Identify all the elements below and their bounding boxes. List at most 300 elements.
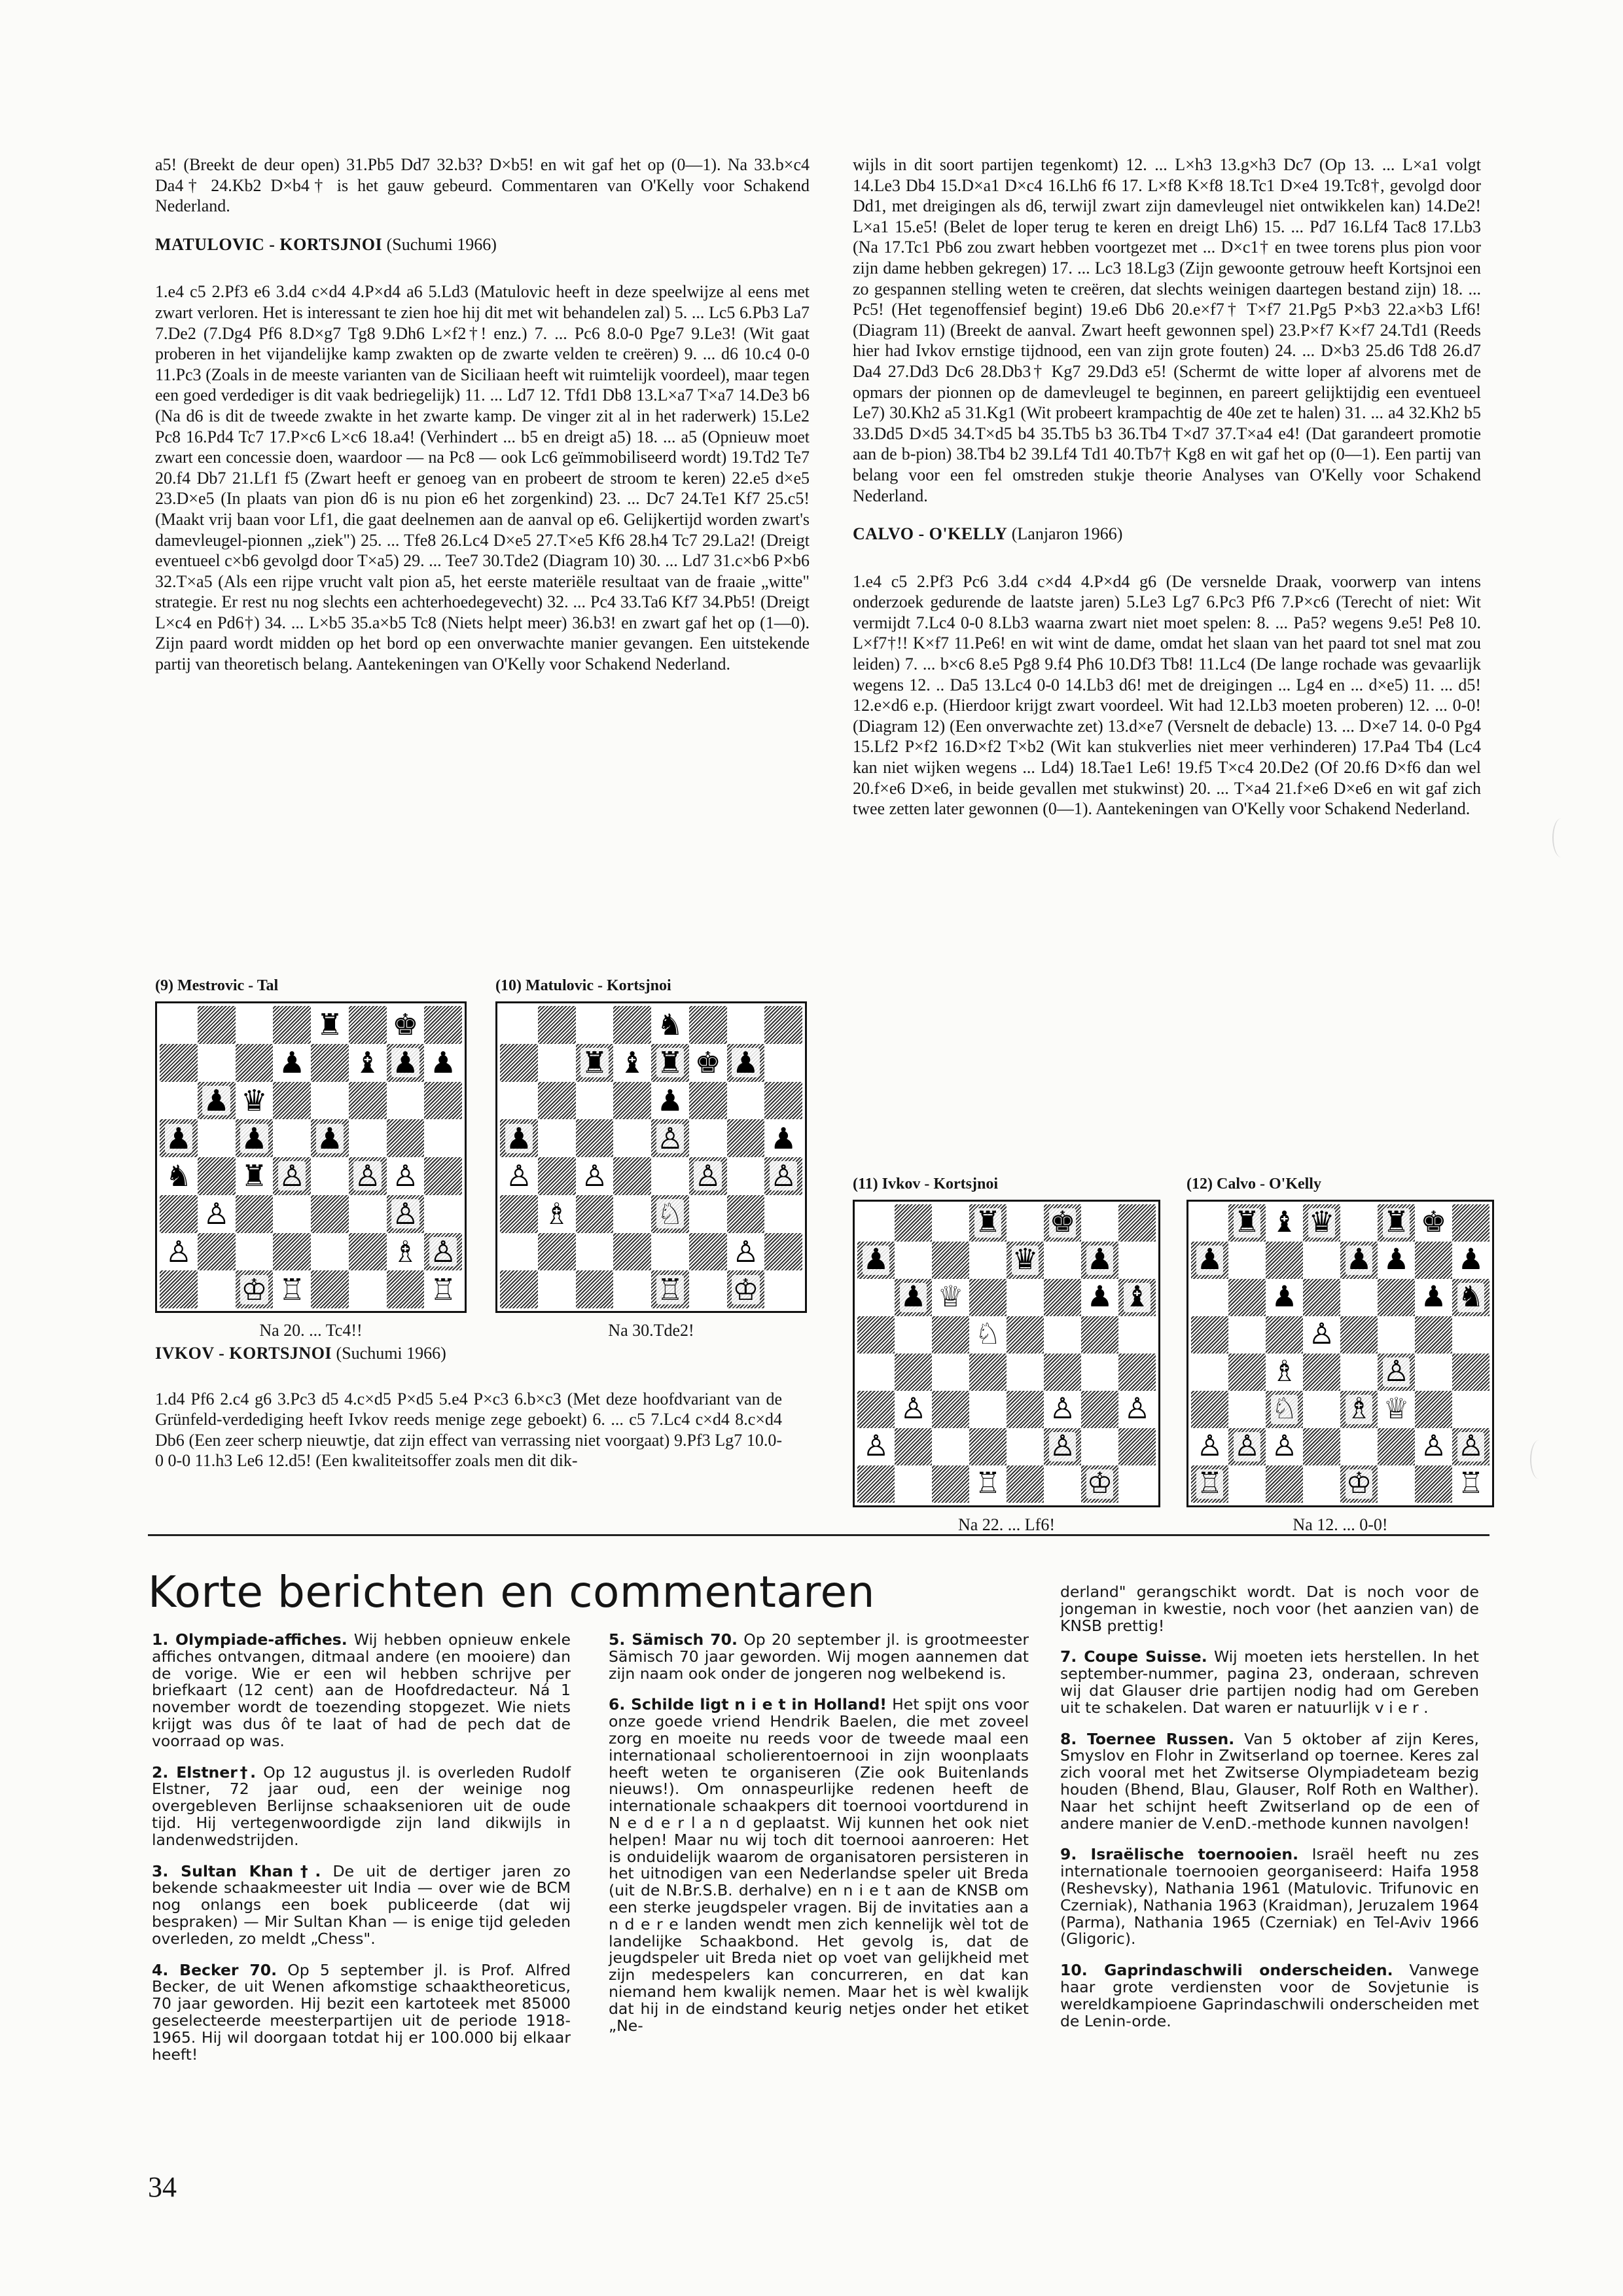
scan-artifact <box>1530 1440 1548 1479</box>
board-square <box>1303 1391 1340 1428</box>
board-square <box>1340 1242 1378 1279</box>
board-square <box>1191 1279 1228 1316</box>
board-square <box>1191 1316 1228 1354</box>
board-square <box>857 1204 895 1242</box>
white-queen-icon: ♕ <box>1383 1392 1410 1426</box>
diagram-title: (12) Calvo - O'Kelly <box>1186 1175 1321 1193</box>
board-square <box>727 1119 765 1157</box>
board-square <box>1118 1316 1156 1354</box>
board-square <box>160 1157 198 1195</box>
black-king-icon: ♚ <box>392 1007 419 1043</box>
board-square <box>1228 1428 1266 1465</box>
page-number: 34 <box>148 2171 177 2203</box>
news-item <box>1060 1731 1479 1833</box>
board-square <box>236 1233 274 1271</box>
board-square <box>969 1428 1007 1465</box>
board-square <box>1191 1354 1228 1391</box>
board-square <box>1378 1465 1415 1503</box>
board-square <box>1228 1391 1266 1428</box>
board-square <box>160 1082 198 1120</box>
board-square <box>1303 1465 1340 1503</box>
news-item-text: Van 5 oktober af zijn Keres, Smyslov en Flohr in Zwitserland op toernee. Keres zal zich vooral met het Zwitserse Olympiadeteam bezig houden (Bhend, Blau, Glauser, Rolf Roth en Walther). Naar het schijnt heeft Zwitserland op de een of andere manier de V.enD.-methode kunnen navolgen! <box>1060 1729 1479 1833</box>
news-item-text: Wij moeten iets herstellen. In het september-nummer, pagina 23, onderaan, schreven wij dat Glauser drie partijen nodig had om Gereben uit te schakelen. Dat waren er natuurlijk v i e r . <box>1060 1647 1479 1717</box>
black-queen-icon: ♛ <box>1012 1243 1039 1277</box>
board-square <box>160 1195 198 1233</box>
white-rook-icon: ♖ <box>656 1272 684 1307</box>
left-column <box>155 154 810 692</box>
game-heading-ivkov-kortsjnoi <box>155 1343 782 1364</box>
white-pawn-icon: ♙ <box>392 1196 419 1232</box>
board-square <box>538 1157 576 1195</box>
game-text-ivkov-kortsjnoi-continued: wijls in dit soort partijen tegenkomt) 12. ... L×h3 13.g×h3 Dc7 (Op 13. ... L×a1 volgt 14.Le3 Db4 15.D×a1 D×c4 16.Lh6 f6 17. L×f8 K×f8 18.Tc1 D×e4 19.Tc8†, gevolgd door Dd1, met dreigingen als d6, terwijl zwart zijn damevleugel niet ontwikkelen kan) 14.De2! L×a1 15.e5! (Belet de loper terug te keren en dreigt Lh6) 15. ... Pd7 16.Lf4 Tac8 17.Lb3 (Na 17.Tc1 Pb6 zou zwart hebben voortgezet met ... D×c1† en twee torens plus pion voor zijn dame hebben gekregen) 17. ... Lc3 18.Lg3 (Zijn gewoonte getrouw heeft Kortsjnoi een zo gespannen stelling weten te creëren, dat slechts weinigen daartegen bestand zijn) 18. ... Pc5! (Het tegenoffensief begint) 19.e6 Db6 20.e×f7† T×f7 21.Pg5 P×b3 22.a×b3 Lf6! (Diagram 11) (Breekt de aanval. Zwart heeft gewonnen spel) 23.P×f7 K×f7 24.Td1 (Reeds hier had Ivkov ernstige tijdnood, een van zijn grote fouten) 24. ... D×b3 25.d6 Td8 26.d7 Da4 27.Dd3 Dc6 28.Db3† Kg7 29.Dd3 e5! (Schermt de witte loper af alvorens met de opmars der pionnen op de damevleugel te beginnen, en pareert gelijktijdig een eventueel Le7) 30.Kh2 a5 31.Kg1 (Wit probeert krampachtig de 40e zet te halen) 31. ... a4 32.Kh2 b5 33.Dd5 D×d5 34.T×d5 b4 35.Tb5 b3 36.Tb4 T×d7 37.T×a4 e4! (Dat garandeert promotie aan de b-pion) 38.Tb4 b2 39.Lf4 Td1 40.Tb7† Kg8 en wit gaf het op (0—1). Een partij van belang voor een fel omstreden stukje theorie Analyses van O'Kelly voor Schakend Nederland. <box>853 155 1481 505</box>
news-item-heading: 2. Elstner†. <box>152 1763 257 1782</box>
board-square <box>969 1316 1007 1354</box>
black-knight-icon: ♞ <box>656 1007 684 1043</box>
board-square <box>387 1233 425 1271</box>
board-square <box>1378 1204 1415 1242</box>
board-square <box>764 1044 802 1082</box>
board-square <box>1266 1279 1303 1316</box>
board-square <box>1118 1465 1156 1503</box>
board-square <box>311 1044 349 1082</box>
news-item <box>152 1765 571 1849</box>
black-pawn-icon: ♟ <box>1346 1243 1372 1277</box>
chess-board <box>1191 1204 1489 1503</box>
board-square <box>538 1006 576 1044</box>
board-square <box>198 1195 236 1233</box>
board-square <box>651 1006 689 1044</box>
board-square <box>857 1465 895 1503</box>
white-pawn-icon: ♙ <box>505 1158 533 1194</box>
news-item <box>1060 1649 1479 1716</box>
white-rook-icon: ♖ <box>974 1467 1001 1501</box>
board-square <box>1191 1428 1228 1465</box>
white-rook-icon: ♖ <box>429 1272 457 1307</box>
board-square <box>500 1157 538 1195</box>
board-square <box>1081 1242 1118 1279</box>
white-pawn-icon: ♙ <box>1049 1429 1076 1463</box>
board-square <box>689 1044 727 1082</box>
board-square <box>349 1195 387 1233</box>
news-item-text: De uit de dertiger jaren zo bekende schaakmeester uit India — over wie de BCM nog onlangs een boek publiceerde (dat wij bespraken) — Mir Sultan Khan — is enige tijd geleden overleden, zo meldt „Chess". <box>152 1861 571 1948</box>
white-bishop-icon: ♗ <box>1346 1392 1372 1426</box>
white-pawn-icon: ♙ <box>1124 1392 1150 1426</box>
board-square <box>1118 1354 1156 1391</box>
board-square <box>857 1316 895 1354</box>
white-pawn-icon: ♙ <box>863 1429 889 1463</box>
black-pawn-icon: ♟ <box>278 1045 306 1081</box>
board-square <box>895 1354 932 1391</box>
board-square <box>273 1044 311 1082</box>
white-rook-icon: ♖ <box>1457 1467 1484 1501</box>
board-square <box>1007 1354 1044 1391</box>
board-square <box>273 1233 311 1271</box>
board-square <box>1340 1354 1378 1391</box>
board-square <box>1452 1279 1489 1316</box>
news-item <box>1060 1846 1479 1948</box>
board-square <box>857 1242 895 1279</box>
board-square <box>1452 1242 1489 1279</box>
board-square <box>273 1270 311 1308</box>
white-pawn-icon: ♙ <box>1308 1318 1335 1352</box>
black-pawn-icon: ♟ <box>316 1121 344 1156</box>
board-square <box>895 1204 932 1242</box>
chess-board <box>500 1006 802 1308</box>
news-item-heading: 9. Israëlische toernooien. <box>1060 1845 1299 1864</box>
white-queen-icon: ♕ <box>937 1280 964 1314</box>
white-pawn-icon: ♙ <box>1420 1429 1447 1463</box>
board-square <box>198 1270 236 1308</box>
board-square <box>727 1082 765 1120</box>
board-square <box>895 1465 932 1503</box>
news-column-2 <box>609 1632 1029 2049</box>
news-item-heading: 3. Sultan Khan†. <box>152 1861 321 1880</box>
board-square <box>538 1270 576 1308</box>
board-square <box>424 1270 462 1308</box>
board-square <box>1378 1391 1415 1428</box>
white-king-icon: ♔ <box>1086 1467 1113 1501</box>
board-square <box>349 1006 387 1044</box>
diagram-caption: Na 12. ... 0-0! <box>1293 1515 1388 1534</box>
board-square <box>1266 1204 1303 1242</box>
board-square <box>1415 1204 1452 1242</box>
board-square <box>613 1082 651 1120</box>
board-square <box>651 1082 689 1120</box>
board-square <box>932 1316 969 1354</box>
board-square <box>1191 1391 1228 1428</box>
white-bishop-icon: ♗ <box>543 1196 570 1232</box>
board-square <box>1452 1428 1489 1465</box>
board-square <box>857 1391 895 1428</box>
board-square <box>764 1006 802 1044</box>
board-square <box>273 1119 311 1157</box>
board-square <box>538 1195 576 1233</box>
game-text-ivkov-kortsjnoi: 1.d4 Pf6 2.c4 g6 3.Pc3 d5 4.c×d5 P×d5 5.e4 P×c3 6.b×c3 (Met deze hoofdvariant van de Grünfeld-verdediging heeft Ivkov reeds menige zege geboekt) 6. ... c5 7.Lc4 c×d4 8.c×d4 Db6 (Een zeer scherp nieuwtje, dat zijn effect van verrassing niet voorgaat) 9.Pf3 Lg7 10.0-0 0-0 11.h3 Le6 12.d5! (Een kwaliteitsoffer zoals men dit dik- <box>155 1389 782 1471</box>
board-square <box>349 1082 387 1120</box>
board-square <box>764 1233 802 1271</box>
board-square <box>349 1119 387 1157</box>
board-square <box>236 1157 274 1195</box>
game-place: (Suchumi 1966) <box>336 1344 446 1363</box>
board-square <box>932 1465 969 1503</box>
black-pawn-icon: ♟ <box>656 1083 684 1118</box>
white-pawn-icon: ♙ <box>900 1392 927 1426</box>
board-square <box>236 1195 274 1233</box>
board-square <box>1340 1465 1378 1503</box>
board-square <box>387 1006 425 1044</box>
board-square <box>932 1204 969 1242</box>
board-square <box>857 1354 895 1391</box>
news-item-heading: 10. Gaprindaschwili onderscheiden. <box>1060 1961 1393 1980</box>
right-column <box>853 154 1481 837</box>
board-square <box>500 1233 538 1271</box>
news-item-text: Op 12 augustus jl. is overleden Rudolf Elstner, 72 jaar oud, een der weinige nog overgebleven Berlijnse schaaksenioren uit de oude tijd. Hij vertegenwoordigde zijn land dikwijls in landenwedstrijden. <box>152 1763 571 1849</box>
board-square <box>1452 1204 1489 1242</box>
board-square <box>576 1270 614 1308</box>
board-square <box>1081 1391 1118 1428</box>
board-square <box>932 1279 969 1316</box>
board-square <box>613 1044 651 1082</box>
board-square <box>387 1119 425 1157</box>
board-square <box>727 1006 765 1044</box>
board-square <box>613 1119 651 1157</box>
diagram-title: (10) Matulovic - Kortsjnoi <box>495 977 671 994</box>
board-square <box>236 1006 274 1044</box>
news-column-3 <box>1060 1584 1479 2044</box>
board-square <box>349 1233 387 1271</box>
black-knight-icon: ♞ <box>1457 1280 1484 1314</box>
black-king-icon: ♚ <box>1049 1206 1076 1240</box>
board-square <box>500 1119 538 1157</box>
board-square <box>895 1279 932 1316</box>
board-square <box>689 1270 727 1308</box>
board-square <box>538 1044 576 1082</box>
board-square <box>895 1316 932 1354</box>
white-knight-icon: ♘ <box>974 1318 1001 1352</box>
board-square <box>424 1082 462 1120</box>
board-square <box>613 1157 651 1195</box>
board-square <box>387 1044 425 1082</box>
board-square <box>1118 1428 1156 1465</box>
board-square <box>932 1354 969 1391</box>
board-square <box>160 1119 198 1157</box>
news-item-text: Op 5 september jl. is Prof. Alfred Becker, de uit Wenen afkomstige schaaktheoreticus, 70 jaar geworden. Hij bezit een kartoteek met 85000 geselecteerde meesterpartijen uit de periode 1918-1965. Hij wil doorgaan totdat hij er 100.000 bij elkaar heeft! <box>152 1960 571 2064</box>
diagram-caption: Na 20. ... Tc4!! <box>259 1321 363 1340</box>
board-square <box>1081 1465 1118 1503</box>
board-square <box>538 1082 576 1120</box>
white-pawn-icon: ♙ <box>694 1158 721 1194</box>
board-square <box>424 1157 462 1195</box>
board-square <box>1044 1242 1081 1279</box>
news-item <box>1060 1584 1479 1634</box>
board-square <box>727 1233 765 1271</box>
board-square <box>387 1195 425 1233</box>
board-square <box>1452 1465 1489 1503</box>
board-square <box>236 1270 274 1308</box>
board-square <box>1415 1316 1452 1354</box>
board-square <box>387 1270 425 1308</box>
board-square <box>349 1044 387 1082</box>
black-pawn-icon: ♟ <box>1086 1280 1113 1314</box>
board-square <box>1081 1354 1118 1391</box>
news-column-1 <box>152 1632 571 2077</box>
board-square <box>1452 1316 1489 1354</box>
board-square <box>932 1242 969 1279</box>
black-pawn-icon: ♟ <box>429 1045 457 1081</box>
news-item-heading: 8. Toernee Russen. <box>1060 1729 1235 1748</box>
board-square <box>727 1195 765 1233</box>
black-rook-icon: ♜ <box>974 1206 1001 1240</box>
board-square <box>727 1270 765 1308</box>
news-item-text: Wij hebben opnieuw enkele affiches ontvangen, ditmaal andere (en mooiere) dan de vorige. Wie er een wil hebben schrijve per briefkaart (12 cent) aan de Hoofdredacteur. Ná 1 november wordt de toezending stopgezet. Wie niets krijgt was dus ôf te laat of had de pech dat de voorraad op was. <box>152 1630 571 1750</box>
board-square <box>689 1082 727 1120</box>
board-square <box>576 1082 614 1120</box>
board-square <box>424 1233 462 1271</box>
board-square <box>198 1157 236 1195</box>
board-square <box>198 1006 236 1044</box>
board-square <box>651 1157 689 1195</box>
news-item-heading: 5. Sämisch 70. <box>609 1630 738 1649</box>
game-text-matulovic-kortsjnoi: 1.e4 c5 2.Pf3 e6 3.d4 c×d4 4.P×d4 a6 5.Ld3 (Matulovic heeft in deze speelwijze al eens met zwart verloren. Het is interessant te zien hoe hij dit met wit behandelen zal) 5. ... Lc5 6.Pb3 La7 7.De2 (7.Dg4 Pf6 8.D×g7 Tg8 9.Dh6 L×f2†! enz.) 7. ... Pc6 8.0-0 Pge7 9.Le3! (Wit gaat proberen in het vijandelijke kamp zwakten op de zwarte velden te creëren) 9. ... d6 10.c4 0-0 11.Pc3 (Zoals in de meeste varianten van de Siciliaan heeft wit ruimtelijk voordeel), maar tegen een goed verdediger is dit vaak bedriegelijk) 11. ... Ld7 12. Tfd1 Db8 13.L×a7 T×a7 14.De3 b6 (Na d6 is dit de tweede zwakte in het zwarte kamp. De vinger zit al in het raderwerk) 15.Le2 Pc8 16.Pd4 Tc7 17.P×c6 L×c6 18.a4! (Verhindert ... b5 en dreigt a5) 18. ... a5 (Opnieuw moet zwart een concessie doen, waardoor — na Pc8 — ook Lc6 geïmmobiliseerd wordt) 19.Td2 Te7 20.f4 Db7 21.Lf1 f5 (Zwart heeft er genoeg van en probeert de stroom te keren) 22.e5 d×e5 23.D×e5 (In plaats van pion d6 is nu pion e6 het zorgenkind) 23. ... Dc7 24.Te1 Kf7 25.c5! (Maakt vrij baan voor Lf1, die gaat deelnemen aan de aanval op e6. Gelijkertijd worden zwart's damevleugel-pionnen „ziek") 25. ... Tfe8 26.Lc4 D×e5 27.T×e5 Kf6 28.h4 Tc7 29.La2! (Dreigt eventueel c×b6 gevolgd door T×a5) 29. ... Tee7 30.Tde2 (Diagram 10) 30. ... Ld7 31.c×b6 P×b6 32.T×a5 (Als een rijpe vrucht valt pion a5, het eerste materiële resultaat van de fraaie „witte" strategie. Er rest nu nog slechts een achterhoedegevecht) 32. ... Pc4 33.Ta6 Kf7 34.Pb5! (Dreigt L×c4 en Pd6†) 34. ... L×b5 35.a×b5 Tc8 (Niets helpt meer) 36.b3! en zwart gaf het op (1—0). Zijn paard wordt midden op het bord op een onverwachte manier gevangen. Een uitstekende partij van theoretisch belang. Aantekeningen van O'Kelly voor Schakend Nederland. <box>155 282 810 674</box>
news-item <box>609 1696 1029 2034</box>
white-pawn-icon: ♙ <box>656 1121 684 1156</box>
board-square <box>969 1391 1007 1428</box>
board-square <box>1007 1316 1044 1354</box>
board-square <box>1228 1354 1266 1391</box>
board-square <box>500 1006 538 1044</box>
news-item-heading: 7. Coupe Suisse. <box>1060 1647 1207 1666</box>
board-square <box>1378 1242 1415 1279</box>
white-rook-icon: ♖ <box>278 1272 306 1307</box>
section-title: Korte berichten en commentaren <box>148 1567 875 1617</box>
black-pawn-icon: ♟ <box>165 1121 192 1156</box>
board-square <box>160 1006 198 1044</box>
chess-diagram-11 <box>853 1175 1160 1535</box>
board-square <box>857 1279 895 1316</box>
white-pawn-icon: ♙ <box>1457 1429 1484 1463</box>
black-pawn-icon: ♟ <box>770 1121 797 1156</box>
board-square <box>576 1006 614 1044</box>
black-pawn-icon: ♟ <box>241 1121 268 1156</box>
board-square <box>651 1119 689 1157</box>
board-square <box>1044 1428 1081 1465</box>
game-title: CALVO - O'KELLY <box>853 524 1008 544</box>
game-place: (Suchumi 1966) <box>386 234 497 254</box>
diagram-caption: Na 22. ... Lf6! <box>957 1515 1055 1534</box>
white-pawn-icon: ♙ <box>165 1234 192 1269</box>
black-pawn-icon: ♟ <box>1457 1243 1484 1277</box>
black-bishop-icon: ♝ <box>618 1045 646 1081</box>
board-square <box>613 1195 651 1233</box>
black-knight-icon: ♞ <box>165 1158 192 1194</box>
white-king-icon: ♔ <box>241 1272 268 1307</box>
board-square <box>311 1270 349 1308</box>
board-square <box>1191 1465 1228 1503</box>
board-square <box>1044 1279 1081 1316</box>
news-item-heading: 4. Becker 70. <box>152 1960 277 1979</box>
news-item <box>152 1863 571 1948</box>
board-square <box>1007 1428 1044 1465</box>
board-square <box>1452 1391 1489 1428</box>
news-item <box>1060 1962 1479 2030</box>
black-queen-icon: ♛ <box>1308 1206 1335 1240</box>
news-item-text: Het spijt ons voor onze goede vriend Hendrik Baelen, die met zoveel zorg en moeite nu reeds voor de tweede maal een internationaal scholierentoernooi in zijn woonplaats heeft weten te organiseren (Zie ook Buitenlands nieuws!). Om onnaspeurlijke redenen heeft de internationale schaakpers dit toernooi voortdurend in N e d e r l a n d geplaatst. Wij kunnen het ook niet helpen! Maar nu wij toch dit toernooi aanroeren: Het is onduidelijk waarom de organisatoren persisteren in het uitnodigen van een Nederlandse speler uit Breda (uit de N.Br.S.B. derhalve) en n i e t aan de KNSB om een sterke jeugdspeler vragen. Bij de invitaties aan a n d e r e landen wendt men zich kennelijk wèl tot de landelijke Schaakbond. Het gevolg is, dat de jeugdspeler uit Breda niet op voet van gelijkheid met zijn medespelers kan concurreren, en dat kan niemand hem kwalijk nemen. Maar het is wèl kwalijk dat hij in de eindstand keurig netjes onder het etiket „Ne- <box>609 1695 1029 2035</box>
board-square <box>311 1082 349 1120</box>
board-square <box>1266 1428 1303 1465</box>
black-pawn-icon: ♟ <box>863 1243 889 1277</box>
board-square <box>969 1354 1007 1391</box>
board-square <box>198 1044 236 1082</box>
news-item <box>152 1962 571 2064</box>
board-square <box>1081 1279 1118 1316</box>
black-pawn-icon: ♟ <box>1196 1243 1223 1277</box>
board-square <box>689 1233 727 1271</box>
board-square <box>651 1270 689 1308</box>
board-square <box>311 1119 349 1157</box>
board-square <box>689 1195 727 1233</box>
board-square <box>969 1242 1007 1279</box>
white-rook-icon: ♖ <box>1196 1467 1223 1501</box>
board-square <box>1266 1391 1303 1428</box>
news-item <box>152 1632 571 1750</box>
board-square <box>424 1119 462 1157</box>
board-square <box>689 1119 727 1157</box>
black-rook-icon: ♜ <box>1234 1206 1260 1240</box>
board-square <box>1340 1428 1378 1465</box>
board-square <box>1415 1391 1452 1428</box>
board-square <box>1303 1279 1340 1316</box>
board-square <box>311 1157 349 1195</box>
black-king-icon: ♚ <box>694 1045 721 1081</box>
board-square <box>969 1465 1007 1503</box>
board-square <box>576 1195 614 1233</box>
board-square <box>1228 1465 1266 1503</box>
chess-diagram-12 <box>1186 1175 1494 1535</box>
white-pawn-icon: ♙ <box>581 1158 608 1194</box>
board-square <box>1415 1465 1452 1503</box>
board-square <box>311 1006 349 1044</box>
black-bishop-icon: ♝ <box>354 1045 381 1081</box>
board-square <box>1191 1204 1228 1242</box>
board-square <box>1118 1242 1156 1279</box>
board-square <box>1118 1391 1156 1428</box>
black-rook-icon: ♜ <box>241 1158 268 1194</box>
board-square <box>1044 1391 1081 1428</box>
white-bishop-icon: ♗ <box>1271 1355 1298 1389</box>
board-square <box>424 1006 462 1044</box>
board-square <box>1415 1242 1452 1279</box>
board-square <box>689 1006 727 1044</box>
news-item-text: derland" gerangschikt wordt. Dat is noch voor de jongeman in kwestie, noch voor (het aanzien van) de KNSB prettig! <box>1060 1583 1479 1635</box>
board-square <box>1044 1204 1081 1242</box>
board-square <box>727 1157 765 1195</box>
left-column-lower <box>155 1343 782 1489</box>
chess-diagram-10 <box>495 977 807 1340</box>
board-square <box>1007 1279 1044 1316</box>
board-square <box>576 1157 614 1195</box>
chess-board <box>160 1006 462 1308</box>
board-square <box>764 1195 802 1233</box>
board-square <box>613 1233 651 1271</box>
board-square <box>1303 1204 1340 1242</box>
game-text-calvo-okelly: 1.e4 c5 2.Pf3 Pc6 3.d4 c×d4 4.P×d4 g6 (De versnelde Draak, voorwerp van intens onderzoek gedurende de laatste jaren) 5.Le3 Lg7 6.Pc3 Pf6 7.P×c6 (Terecht of niet: Wit vermijdt 7.Lc4 0-0 8.Lb3 waarna zwart niet moet spelen: 8. ... Pa5? wegens 9.e5! Pe8 10. L×f7†!! K×f7 11.Pe6! en wit wint de dame, omdat het slaan van het paard tot snel mat zou leiden) 7. ... b×c6 8.e5 Pg8 9.f4 Ph6 10.Df3 Tb8! 11.Lc4 (De lange rochade was gevaarlijk wegens 12. .. Da5 13.Lc4 0-0 14.Lb3 d6! met de dreigingen ... Lg4 en ... d×e5) 11. ... d5! 12.e×d6 e.p. (Hierdoor krijgt zwart voordeel. Wit had 12.Lb3 moeten proberen) 12. ... 0-0! (Diagram 12) (Een onverwachte zet) 13.d×e7 (Versnelt de debacle) 13. ... D×e7 14. 0-0 Pg4 15.Lf2 P×f2 16.D×f2 T×b2 (Wit kan stukverlies niet meer verhinderen) 17.Pa4 Tb4 (Lc4 kan niet wijken wegens ... Ld4) 18.Tae1 Le6! 19.f5 T×c4 20.De2 (Of 20.f6 D×f6 dan wel 20.f×e6 D×e6, in beide gevallen met stukwinst) 20. ... T×a4 21.f×e6 D×e6 en wit gaf zich twee zetten later gewonnen (0—1). Aantekeningen van O'Kelly voor Schakend Nederland. <box>853 571 1481 819</box>
board-square <box>651 1044 689 1082</box>
board-square <box>1228 1242 1266 1279</box>
board-square <box>236 1119 274 1157</box>
board-square <box>1266 1316 1303 1354</box>
board-square <box>727 1044 765 1082</box>
board-square <box>1228 1204 1266 1242</box>
board-square <box>311 1233 349 1271</box>
board-square <box>198 1119 236 1157</box>
board-square <box>969 1204 1007 1242</box>
news-item <box>609 1632 1029 1682</box>
board-square <box>387 1082 425 1120</box>
black-pawn-icon: ♟ <box>203 1083 230 1118</box>
black-pawn-icon: ♟ <box>900 1280 927 1314</box>
board-square <box>764 1157 802 1195</box>
black-pawn-icon: ♟ <box>1383 1243 1410 1277</box>
board-square <box>198 1233 236 1271</box>
board-square <box>1007 1242 1044 1279</box>
board-square <box>1044 1465 1081 1503</box>
board-square <box>1081 1204 1118 1242</box>
board-square <box>1340 1279 1378 1316</box>
board-square <box>895 1391 932 1428</box>
board-square <box>1303 1316 1340 1354</box>
board-square <box>764 1270 802 1308</box>
previous-game-ending: a5! (Breekt de deur open) 31.Pb5 Dd7 32.b3? D×b5! en wit gaf het op (0—1). Na 33.b×c4 Da4† 24.Kb2 D×b4† is het gauw gebeurd. Commentaren van O'Kelly voor Schakend Nederland. <box>155 155 810 216</box>
